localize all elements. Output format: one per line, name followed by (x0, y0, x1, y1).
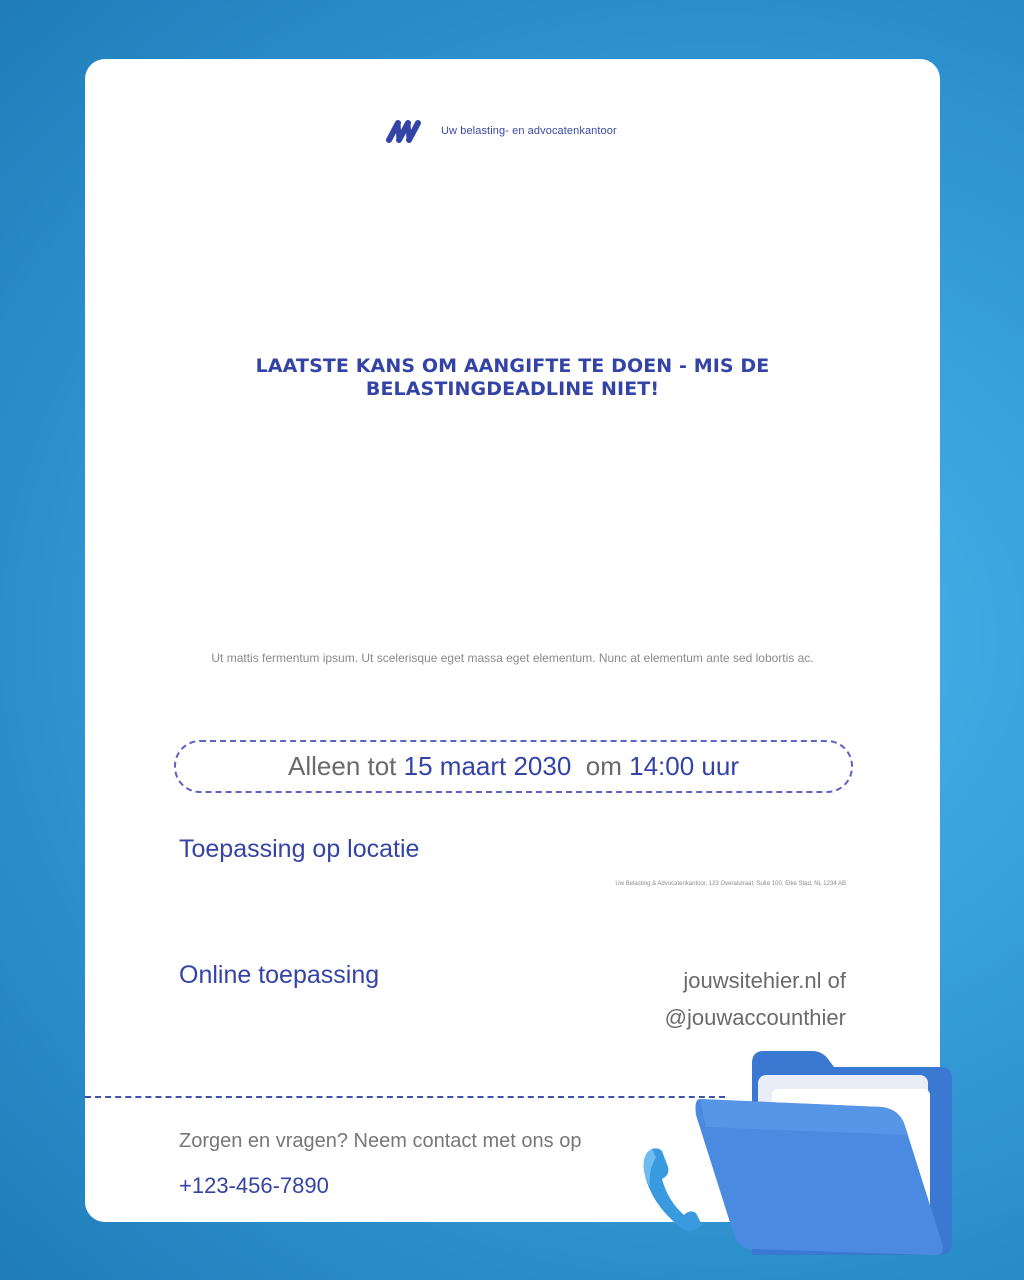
online-title: Online toepassing (179, 961, 380, 989)
phone-icon (638, 1143, 710, 1235)
brand-header (385, 117, 617, 145)
body-text: Ut mattis fermentum ipsum. Ut scelerisque eget massa eget elementum. Nunc at elementum ante sed lobortis ac. (211, 651, 814, 665)
phone-number[interactable]: +123-456-7890 (179, 1173, 329, 1198)
headline: LAATSTE KANS OM AANGIFTE TE DOEN - MIS DE BELASTINGDEADLINE NIET! (255, 355, 770, 400)
deadline-prefix: Alleen tot (288, 751, 404, 781)
wave-logo-icon (385, 118, 427, 144)
folder-icon (692, 1043, 960, 1261)
online-links (665, 962, 846, 1036)
website-link[interactable]: jouwsitehier.nl of (683, 968, 846, 993)
account-link[interactable]: @jouwaccounthier (664, 1005, 846, 1030)
deadline-date: 15 maart 2030 (403, 751, 572, 781)
contact-question: Zorgen en vragen? Neem contact met ons op (179, 1130, 582, 1152)
deadline-banner (174, 740, 853, 793)
brand-name: Uw belasting- en advocatenkantoor (441, 125, 617, 137)
dashed-divider (85, 1096, 725, 1098)
location-address: Uw Belasting & Advocatenkantoor, 123 Overalstraat, Suite 100, Elke Stad, NL 1234 AB (615, 881, 846, 887)
location-title: Toepassing op locatie (179, 835, 420, 863)
deadline-time: 14:00 uur (629, 751, 739, 781)
deadline-middle: om (571, 751, 630, 781)
